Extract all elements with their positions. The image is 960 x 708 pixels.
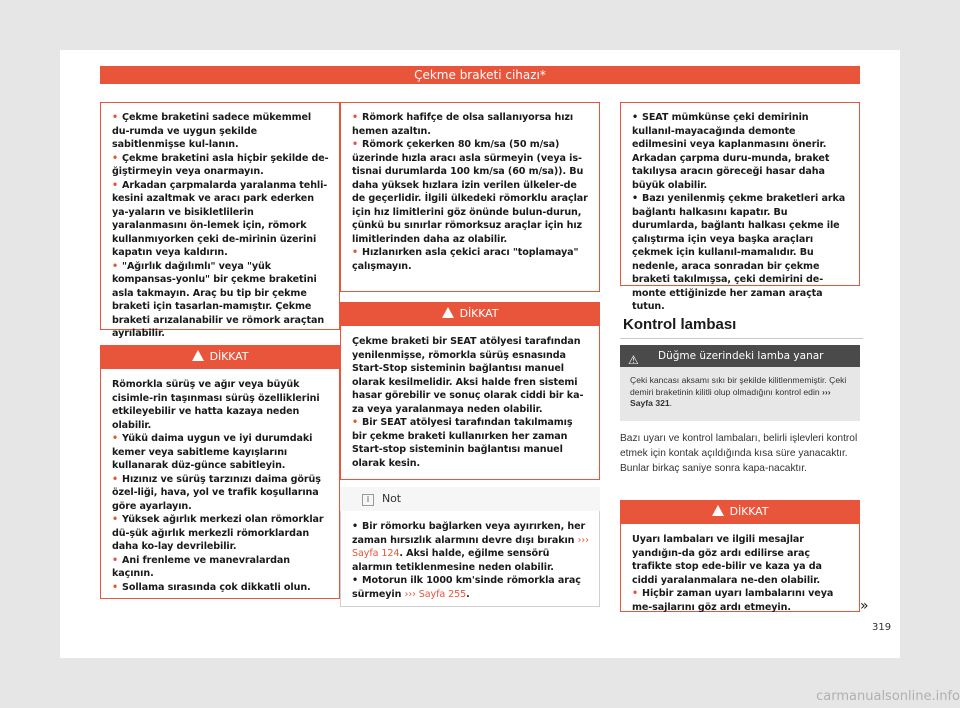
continue-marker: » bbox=[860, 598, 869, 614]
col3-dikkat-box bbox=[620, 500, 860, 612]
note-header: i Not bbox=[340, 487, 600, 511]
list-item: • Hızınız ve sürüş tarzınızı daima görüş özel-liği, hava, yol ve trafik koşullarına göre ayarlayın. bbox=[112, 473, 321, 512]
list-item: • Yükü daima uygun ve iyi durumdaki kemer veya sabitleme kayışlarını kullanarak düz-günce sabitleyin. bbox=[112, 433, 313, 471]
list-item: • Arkadan çarpmalarda yaralanma tehli-kesini azaltmak ve aracı park ederken ya-yaların ve bisikletlilerin yaralanmasını ön-lemek için, römork kullanmıyorken çeki de-mirinin üzerini kapatın veya kaldırın. bbox=[112, 179, 328, 258]
warning-triangle-icon bbox=[712, 505, 724, 516]
warning-intro: Römorkla sürüş ve ağır veya büyük cisimle-rin taşınması sürüş özelliklerini etkileyebilir ve hatta kazaya neden olabilir. bbox=[112, 379, 320, 431]
col2-note-box bbox=[340, 487, 600, 607]
footer-watermark: carmanualsonline.info bbox=[816, 689, 960, 704]
lamp-bar-label: Düğme üzerindeki lamba yanar bbox=[658, 350, 824, 362]
page-header-title: Çekme braketi cihazı* bbox=[100, 66, 860, 84]
list-item: • Sollama sırasında çok dikkatli olun. bbox=[112, 581, 311, 593]
list-item: • Ani frenleme ve manevralardan kaçının. bbox=[112, 554, 290, 579]
list-item: • Bir SEAT atölyesi tarafından takılmamış bir çekme braketi kullanırken her zaman Start-stop sisteminin bağlantısı manuel olarak kesin. bbox=[352, 417, 573, 469]
dikkat-header: DİKKAT bbox=[100, 345, 340, 369]
list-item: • Bazı yenilenmiş çekme braketleri arka bağlantı halkasını kapatır. Bu durumlarda, bağlantı halkası çekme ile çalıştırma için veya başka araçları çekmek için kullanıl-mamalıdır. Bu nedenle, araca sonradan bir çekme braketi takılmışsa, çeki demirini de-monte ettiğinizde her zaman araçta tutun. bbox=[632, 193, 846, 312]
dikkat-header: DİKKAT bbox=[620, 500, 860, 524]
col1-warning-box bbox=[100, 102, 340, 339]
list-item: • "Ağırlık dağılımlı" veya "yük kompansas-yonlu" bir çekme braketini asla takmayın. Araç bu tip bir çekme braketi için tasarlan-mamıştır. Çekme braketi arızalanabilir ve römork araçtan ayrılabilir. bbox=[112, 260, 325, 339]
lamp-note: Çeki kancası aksamı sıkı bir şekilde kilitlenmemiştir. Çeki demiri braketinin kilitli olup olmadığını kontrol edin ››› Sayfa 321. bbox=[620, 367, 860, 421]
list-item: • Yüksek ağırlık merkezi olan römorklar dü-şük ağırlık merkezli römorklardan daha ko-lay devrilebilir. bbox=[112, 514, 324, 552]
list-item: • Römork hafifçe de olsa sallanıyorsa hızı hemen azaltın. bbox=[352, 112, 574, 137]
col1-dikkat-box bbox=[100, 345, 340, 599]
page-link[interactable]: ››› Sayfa 255 bbox=[404, 588, 467, 600]
warning-triangle-icon bbox=[442, 307, 454, 318]
list-item: • Hiçbir zaman uyarı lambalarını veya me-sajlarını göz ardı etmeyin. bbox=[632, 588, 834, 613]
body-paragraph: Bazı uyarı ve kontrol lambaları, belirli işlevleri kontrol etmek için kontak açıldığında kısa süre yanacaktır. Bunlar birkaç saniye sonra kapa-nacaktır. bbox=[620, 433, 858, 474]
lamp-bar bbox=[620, 345, 860, 367]
page-number: 319 bbox=[872, 622, 892, 633]
warning-intro: Çekme braketi bir SEAT atölyesi tarafından yenilenmişse, römorkla sürüş esnasında Start-Stop sisteminin bağlantısı manuel olarak kesilmelidir. Aksi halde fren sistemi hasar görebilir ve sonuç olarak ciddi bir ka-za veya yaralanmaya neden olabilir. bbox=[352, 336, 584, 415]
page-link[interactable]: ››› Sayfa 124 bbox=[352, 534, 589, 559]
col2-dikkat-box bbox=[340, 302, 600, 480]
info-icon: i bbox=[362, 494, 374, 506]
section-title: Kontrol lambası bbox=[620, 312, 863, 339]
col2-warning-box bbox=[340, 102, 600, 292]
list-item: • Motorun ilk 1000 km'sinde römorkla araç sürmeyin ››› Sayfa 255. bbox=[352, 575, 581, 600]
list-item: • Çekme braketini sadece mükemmel du-rumda ve uygun şekilde sabitlenmişse kul-lanın. bbox=[112, 112, 312, 150]
list-item: • Römork çekerken 80 km/sa (50 m/sa) üzerinde hızla aracı asla sürmeyin (veya is-tisnai durumlarda 100 km/sa (60 m/sa)). Bu daha yüksek hızlara izin verilen ülkeler-de de geçerlidir. İlgili ülkedeki römorklu araçlar için hız limitlerini göz önünde bulun-durun, çünkü bu sınırlar römorksuz araçlar için hız limitlerinden daha az olabilir. bbox=[352, 139, 588, 245]
col3-warning-box bbox=[620, 102, 860, 312]
dikkat-header: DİKKAT bbox=[340, 302, 600, 326]
warning-triangle-icon bbox=[192, 350, 204, 361]
page-link[interactable]: ››› Sayfa 321 bbox=[630, 386, 831, 408]
list-item: • Hızlanırken asla çekici aracı "toplamaya" çalışmayın. bbox=[352, 247, 579, 272]
manual-page bbox=[60, 50, 900, 658]
tow-hook-icon: ⚠ bbox=[628, 353, 639, 367]
list-item: • SEAT mümkünse çeki demirinin kullanıl-mayacağında demonte edilmesini veya kaplanmasını önerir. Arkadan çarpma duru-munda, braket takılıysa aracın göreceği hasar daha büyük olabilir. bbox=[632, 112, 830, 191]
warning-intro: Uyarı lambaları ve ilgili mesajlar yandığın-da göz ardı edilirse araç trafikte stop ede-bilir ve kaza ya da ciddi yaralanmalara ne-den olabilir. bbox=[632, 534, 822, 586]
list-item: • Çekme braketini asla hiçbir şekilde de-ğiştirmeyin veya onarmayın. bbox=[112, 152, 329, 177]
list-item: • Bir römorku bağlarken veya ayırırken, her zaman hırsızlık alarmını devre dışı bırakın ››› Sayfa 124. Aksi halde, eğilme sensörü alarmın tetiklenmesine neden olabilir. bbox=[352, 521, 589, 573]
